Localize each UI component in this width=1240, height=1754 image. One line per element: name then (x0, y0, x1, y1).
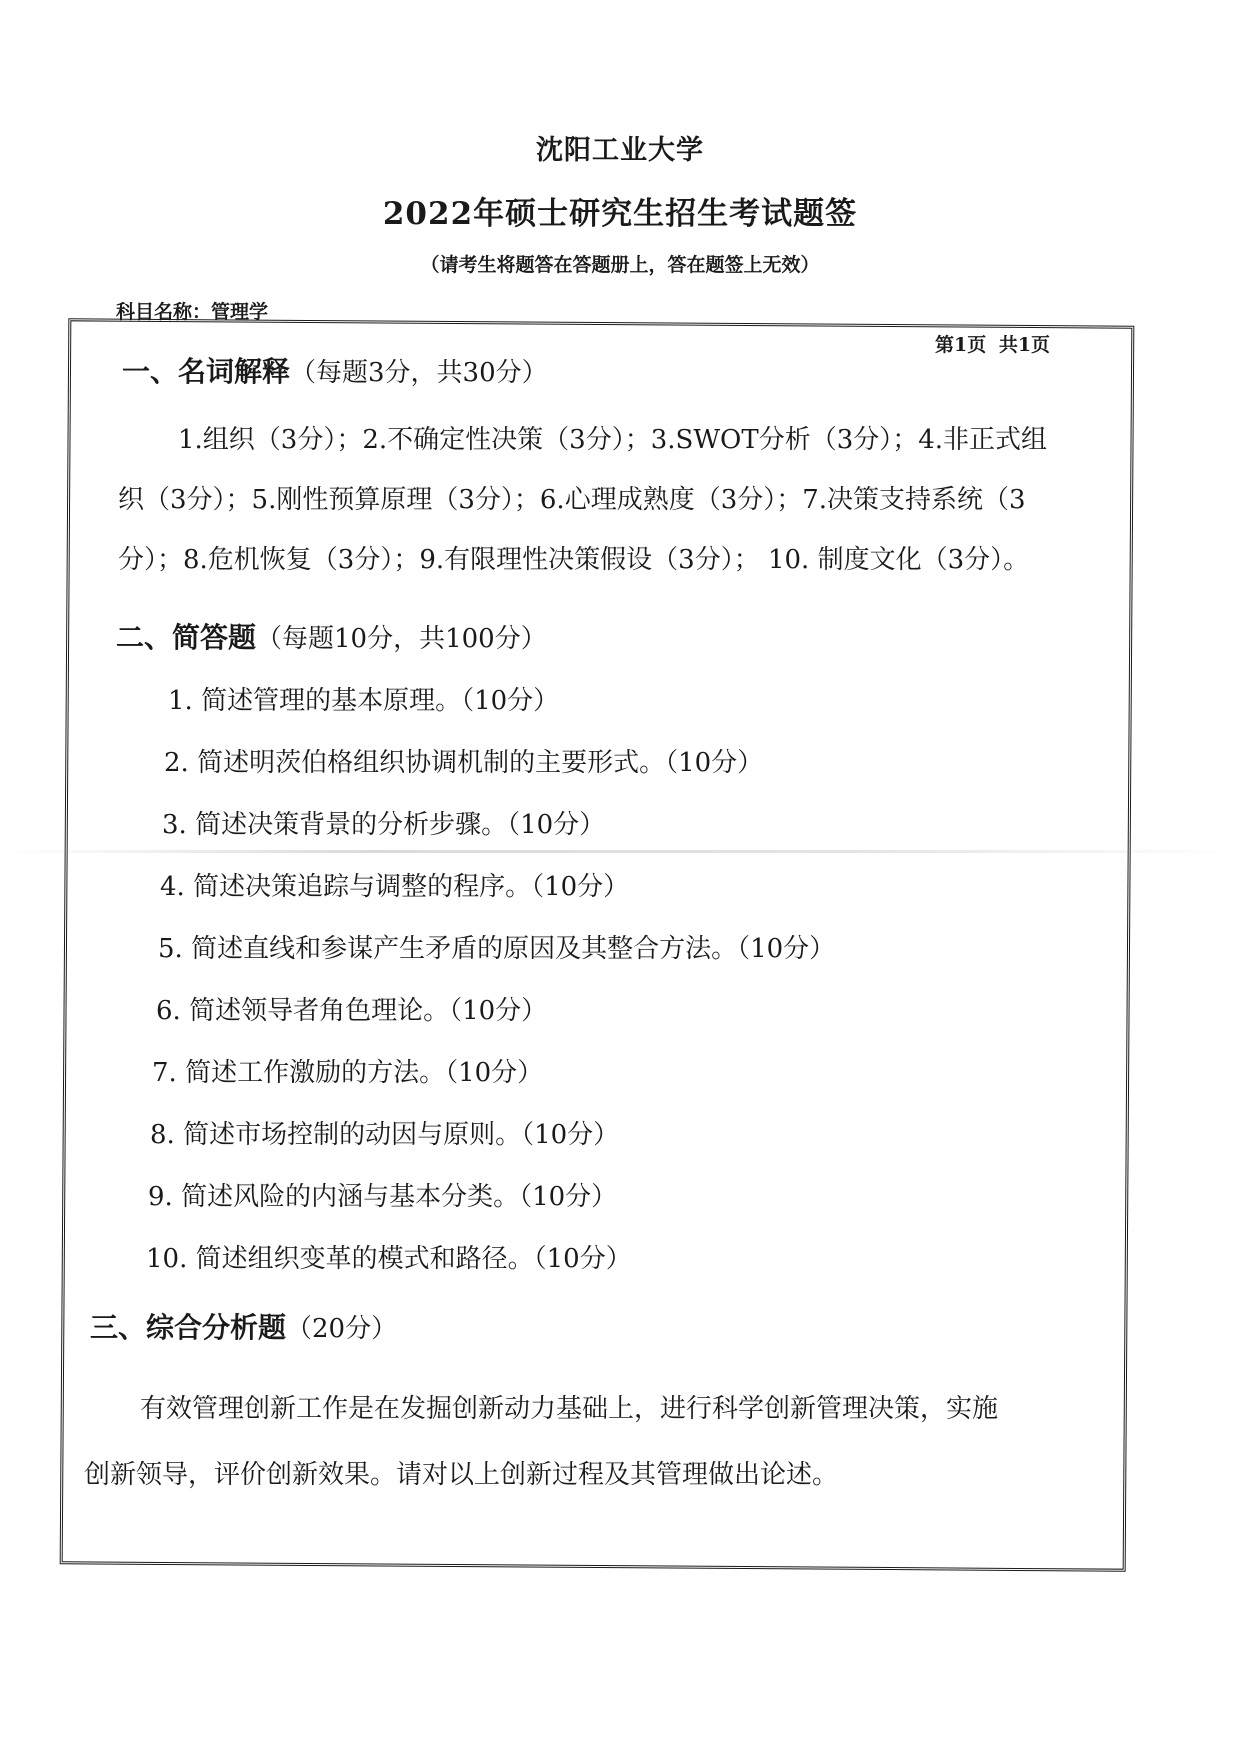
question-item: 10. 简述组织变革的模式和路径。（10分） (146, 1244, 632, 1274)
question-item: 6. 简述领导者角色理论。（10分） (156, 996, 548, 1026)
section3-line-2: 创新领导，评价创新效果。请对以上创新过程及其管理做出论述。 (84, 1460, 839, 1490)
question-item: 8. 简述市场控制的动因与原则。（10分） (150, 1120, 620, 1150)
exam-notice: （请考生将题答在答题册上，答在题签上无效） (420, 254, 820, 276)
question-item: 4. 简述决策追踪与调整的程序。（10分） (160, 872, 630, 902)
section1-note: （每题3分，共30分） (290, 358, 548, 388)
section1-line-2: 织（3分）；5.刚性预算原理（3分）；6.心理成熟度（3分）；7.决策支持系统（3 (118, 485, 1026, 515)
section1-line-3: 分）；8.危机恢复（3分）；9.有限理性决策假设（3分）； 10. 制度文化（3分）。 (118, 545, 1030, 575)
section1-heading (122, 350, 548, 390)
section1-title: 一、名词解释 (122, 355, 291, 388)
question-item: 1. 简述管理的基本原理。（10分） (168, 686, 560, 716)
page-number: 第1页 共1页 (935, 334, 1051, 356)
section1-line-1: 1.组织（3分）；2.不确定性决策（3分）；3.SWOT分析（3分）；4.非正式组 (178, 425, 1048, 455)
section2-note: （每题10分，共100分） (256, 624, 547, 654)
subject-name: 科目名称：管理学 (116, 301, 269, 323)
section2-heading (116, 616, 547, 656)
exam-title: 2022年硕士研究生招生考试题签 (382, 196, 858, 232)
section3-heading (90, 1306, 397, 1346)
section2-title: 二、简答题 (116, 621, 257, 654)
university-name: 沈阳工业大学 (536, 135, 704, 166)
question-item: 9. 简述风险的内涵与基本分类。（10分） (148, 1182, 618, 1212)
section3-line-1: 有效管理创新工作是在发掘创新动力基础上，进行科学创新管理决策，实施 (140, 1394, 999, 1424)
question-item: 2. 简述明茨伯格组织协调机制的主要形式。（10分） (164, 748, 764, 778)
question-item: 3. 简述决策背景的分析步骤。（10分） (162, 810, 606, 840)
section3-note: （20分） (286, 1314, 398, 1344)
question-item: 5. 简述直线和参谋产生矛盾的原因及其整合方法。（10分） (158, 934, 836, 964)
question-item: 7. 简述工作激励的方法。（10分） (152, 1058, 544, 1088)
section3-title: 三、综合分析题 (90, 1311, 287, 1344)
paper-fold-line (0, 850, 1240, 853)
